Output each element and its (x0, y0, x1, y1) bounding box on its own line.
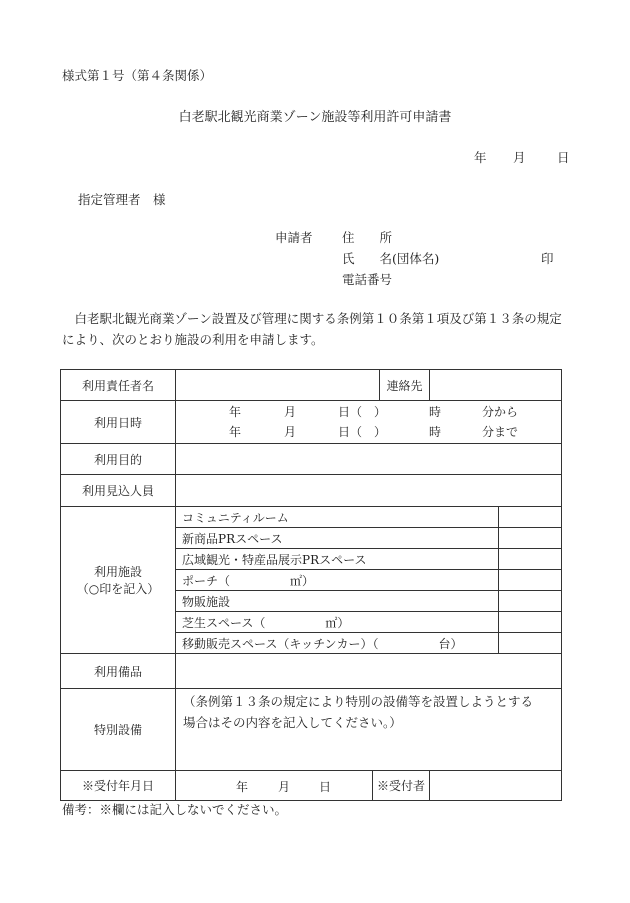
expected-people-field[interactable] (176, 475, 562, 507)
date-month: 月 (513, 150, 526, 165)
row-responsible (61, 370, 562, 401)
facility-name: 芝生スペース（ ㎡） (176, 612, 499, 633)
dt1-hour: 時 (429, 405, 442, 419)
row-equipment (61, 654, 562, 689)
datetime-field[interactable] (176, 401, 562, 444)
remarks: 備考：※欄には記入しないでください。 (62, 802, 288, 817)
received-year: 年 (236, 780, 249, 794)
name-label: 氏 名(団体名) (342, 251, 440, 266)
addressee: 指定管理者 様 (78, 192, 166, 207)
document-title: 白老駅北観光商業ゾーン施設等利用許可申請書 (178, 110, 452, 125)
contact-field[interactable] (430, 370, 562, 401)
address-label: 住 所 (342, 230, 393, 245)
facility-label-cell (61, 507, 176, 654)
facility-name: 広域観光・特産品展示PRスペース (176, 549, 499, 570)
row-special (61, 689, 562, 771)
facility-mark-field[interactable] (499, 528, 562, 549)
facility-label-note: （○印を記入） (76, 582, 160, 596)
responsible-person-label: 利用責任者名 (61, 370, 176, 401)
dt2-month: 月 (284, 425, 297, 439)
facility-mark-field[interactable] (499, 633, 562, 654)
received-date-field (176, 771, 373, 801)
dt2-minute: 分まで (482, 425, 519, 439)
special-note-line-1: （条例第１３条の規定により特別の設備等を設置しようとする (183, 694, 534, 709)
facility-mark-field[interactable] (499, 549, 562, 570)
facility-mark-field[interactable] (499, 591, 562, 612)
row-datetime (61, 401, 562, 444)
dt2-hour: 時 (429, 425, 442, 439)
received-day: 日 (319, 780, 332, 794)
facility-name: 物販施設 (176, 591, 499, 612)
dt1-year: 年 (229, 405, 242, 419)
received-month: 月 (278, 780, 291, 794)
purpose-label: 利用目的 (61, 444, 176, 475)
intro-paragraph (62, 308, 574, 350)
facility-name: 移動販売スペース（キッチンカー）（ 台） (176, 633, 499, 654)
received-date-label: ※受付年月日 (61, 771, 176, 801)
row-reception (61, 771, 562, 801)
facility-name: 新商品PRスペース (176, 528, 499, 549)
dt1-minute: 分から (482, 405, 519, 419)
form-number: 様式第１号（第４条関係） (62, 68, 213, 83)
row-expected-people (61, 475, 562, 507)
row-purpose (61, 444, 562, 475)
equipment-label: 利用備品 (61, 654, 176, 689)
date-year: 年 (474, 150, 487, 165)
intro-text: 白老駅北観光商業ゾーン設置及び管理に関する条例第１０条第１項及び第１３条の規定により、次のとおり施設の利用を申請します。 (62, 311, 562, 347)
seal-mark: 印 (541, 251, 554, 266)
equipment-field[interactable] (176, 654, 562, 689)
special-note-line-2: 場合はその内容を記入してください。） (183, 715, 402, 730)
date-day: 日 (557, 150, 570, 165)
responsible-person-field[interactable] (176, 370, 380, 401)
facility-name: ポーチ（ ㎡） (176, 570, 499, 591)
dt2-day: 日（ ） (338, 425, 387, 439)
contact-label: 連絡先 (380, 370, 430, 401)
datetime-label: 利用日時 (61, 401, 176, 444)
expected-people-label: 利用見込人員 (61, 475, 176, 507)
application-table (60, 369, 562, 801)
dt2-year: 年 (229, 425, 242, 439)
phone-label: 電話番号 (342, 272, 393, 287)
special-equipment-field[interactable] (176, 689, 562, 771)
special-equipment-label: 特別設備 (61, 689, 176, 771)
purpose-field[interactable] (176, 444, 562, 475)
facility-mark-field[interactable] (499, 507, 562, 528)
facility-mark-field[interactable] (499, 612, 562, 633)
receiver-label: ※受付者 (373, 771, 430, 801)
facility-label: 利用施設 (93, 565, 142, 579)
dt1-day: 日（ ） (338, 405, 387, 419)
facility-name: コミュニティルーム (176, 507, 499, 528)
receiver-field (430, 771, 562, 801)
dt1-month: 月 (284, 405, 297, 419)
facility-mark-field[interactable] (499, 570, 562, 591)
applicant-label: 申請者 (275, 230, 313, 245)
facility-row (61, 507, 562, 528)
